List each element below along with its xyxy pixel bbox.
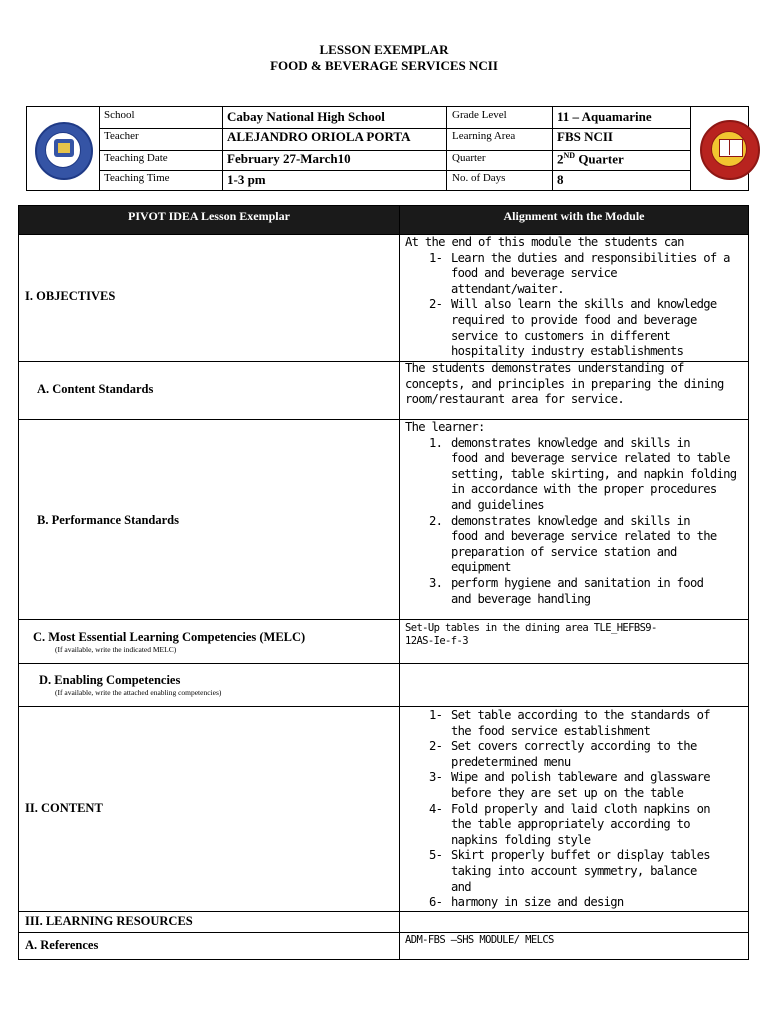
performance-standards-content: The learner: 1. demonstrates knowledge and skills in food and beverage service related to table setting, table skirting, and napkin folding in accordance with the proper procedures and guidelines 2. demonstrates knowledge and skills in food and beverage service related to the preparation of service station and equipment 3. perform hygiene and sanitation in food and beverage handling [405, 420, 737, 606]
list-item-line: food and beverage service related to the [451, 529, 717, 544]
enabling-note: (If available, write the attached enabling competencies) [55, 688, 222, 697]
list-item-line: Wipe and polish tableware and glassware [451, 770, 710, 785]
list-item-line: predetermined menu [451, 754, 571, 769]
school-seal-logo [700, 120, 760, 180]
content-list [405, 708, 710, 911]
list-item-line: and beverage handling [451, 591, 591, 606]
text-line: Set-Up tables in the dining area TLE_HEFBS9- [405, 622, 657, 634]
performance-standard-item [405, 436, 736, 514]
list-number: 1- [429, 250, 443, 265]
list-item-line: the food service establishment [451, 723, 651, 738]
list-item-line: required to provide food and beverage [451, 312, 697, 327]
header-info-table [26, 106, 749, 191]
grade-level-label: Grade Level [452, 109, 507, 121]
list-item-line: Skirt properly buffet or display tables [451, 848, 710, 863]
deped-seal-logo [35, 122, 93, 180]
list-number: 5- [429, 848, 443, 863]
quarter-label: Quarter [452, 152, 486, 164]
melc-label: C. Most Essential Learning Competencies (MELC) [33, 630, 306, 644]
objectives-content: At the end of this module the students can 1- Learn the duties and responsibilities of a food and beverage service attendant/waiter. 2- Will also learn the skills and knowledge required to provide food and beverage service to customers in different hospitality industry establishments [405, 235, 730, 359]
melc-text [405, 622, 657, 648]
col-header-pivot: PIVOT IDEA Lesson Exemplar [128, 209, 290, 223]
document-title [0, 42, 768, 74]
content-standards-label: A. Content Standards [37, 382, 154, 396]
list-number: 1- [429, 708, 443, 722]
learning-resources-label: III. LEARNING RESOURCES [25, 914, 193, 928]
text-line: room/restaurant area for service. [405, 392, 625, 407]
title-line-2: FOOD & BEVERAGE SERVICES NCII [270, 58, 498, 73]
content-item [405, 770, 710, 801]
list-number: 3- [429, 770, 443, 785]
list-item-line: Fold properly and laid cloth napkins on [451, 801, 710, 816]
text-line: 12AS-Ie-f-3 [405, 635, 468, 647]
content-label: II. CONTENT [25, 801, 103, 815]
days-value: 8 [557, 172, 564, 187]
table-header-row [19, 206, 748, 234]
list-item-line: Will also learn the skills and knowledge [451, 297, 717, 312]
melc-note: (If available, write the indicated MELC) [55, 645, 177, 654]
enabling-competencies-label: D. Enabling Competencies [39, 673, 181, 687]
list-item-line: harmony in size and design [451, 895, 624, 910]
objective-item [405, 297, 730, 359]
list-number: 2- [429, 297, 443, 312]
school-value: Cabay National High School [227, 109, 385, 124]
days-label: No. of Days [452, 172, 506, 184]
list-item-line: attendant/waiter. [451, 281, 564, 296]
school-label: School [104, 109, 135, 121]
list-item-line: before they are set up on the table [451, 785, 684, 800]
teaching-date-value: February 27-March10 [227, 151, 351, 166]
list-number: 4- [429, 801, 443, 816]
list-item-line: food and beverage service [451, 266, 617, 281]
teaching-time-label: Teaching Time [104, 172, 170, 184]
teacher-label: Teacher [104, 130, 139, 142]
list-item-line: equipment [451, 560, 511, 575]
content-item [405, 802, 710, 849]
list-item-line: demonstrates knowledge and skills in [451, 435, 690, 450]
teacher-value: ALEJANDRO ORIOLA PORTA [227, 129, 411, 144]
references-label: A. References [25, 938, 99, 952]
learning-area-label: Learning Area [452, 130, 516, 142]
list-item-line: and [451, 879, 471, 894]
list-item-line: the table appropriately according to [451, 817, 690, 832]
list-item-line: hospitality industry establishments [451, 344, 684, 359]
col-header-alignment: Alignment with the Module [503, 209, 645, 223]
list-number: 1. [429, 435, 443, 450]
list-number: 6- [429, 895, 443, 910]
references-value: ADM-FBS –SHS MODULE/ MELCS [405, 934, 554, 946]
objectives-label: I. OBJECTIVES [25, 289, 116, 303]
content-standards-text [405, 361, 724, 408]
text-line: The students demonstrates understanding of [405, 361, 684, 375]
list-item-line: taking into account symmetry, balance [451, 863, 697, 878]
quarter-value: 2ND Quarter [557, 151, 624, 167]
list-item-line: service to customers in different [451, 328, 671, 343]
list-item-line: Set covers correctly according to the [451, 739, 697, 754]
performance-standard-item [405, 576, 736, 607]
teaching-time-value: 1-3 pm [227, 172, 266, 187]
list-item-line: preparation of service station and [451, 544, 677, 559]
learning-area-value: FBS NCII [557, 129, 613, 144]
content-item [405, 895, 710, 911]
objective-item [405, 251, 730, 298]
content-item [405, 848, 710, 895]
content-item [405, 708, 710, 739]
list-number: 3. [429, 575, 443, 590]
list-item-line: Set table according to the standards of [451, 708, 710, 722]
list-item-line: Learn the duties and responsibilities of a [451, 250, 730, 265]
list-item-line: demonstrates knowledge and skills in [451, 513, 690, 528]
performance-standard-item [405, 514, 736, 576]
list-number: 2- [429, 739, 443, 754]
performance-standards-label: B. Performance Standards [37, 513, 179, 527]
list-item-line: setting, table skirting, and napkin folding [451, 466, 737, 481]
list-item-line: and guidelines [451, 497, 544, 512]
title-line-1: LESSON EXEMPLAR [319, 42, 449, 57]
list-item-line: in accordance with the proper procedures [451, 482, 717, 497]
grade-level-value: 11 – Aquamarine [557, 109, 652, 124]
text-line: concepts, and principles in preparing the dining [405, 376, 724, 391]
content-item [405, 739, 710, 770]
list-item-line: perform hygiene and sanitation in food [451, 575, 704, 590]
list-number: 2. [429, 513, 443, 528]
list-item-line: napkins folding style [451, 832, 591, 847]
teaching-date-label: Teaching Date [104, 152, 168, 164]
list-item-line: food and beverage service related to table [451, 451, 730, 466]
lesson-exemplar-table [18, 205, 749, 960]
